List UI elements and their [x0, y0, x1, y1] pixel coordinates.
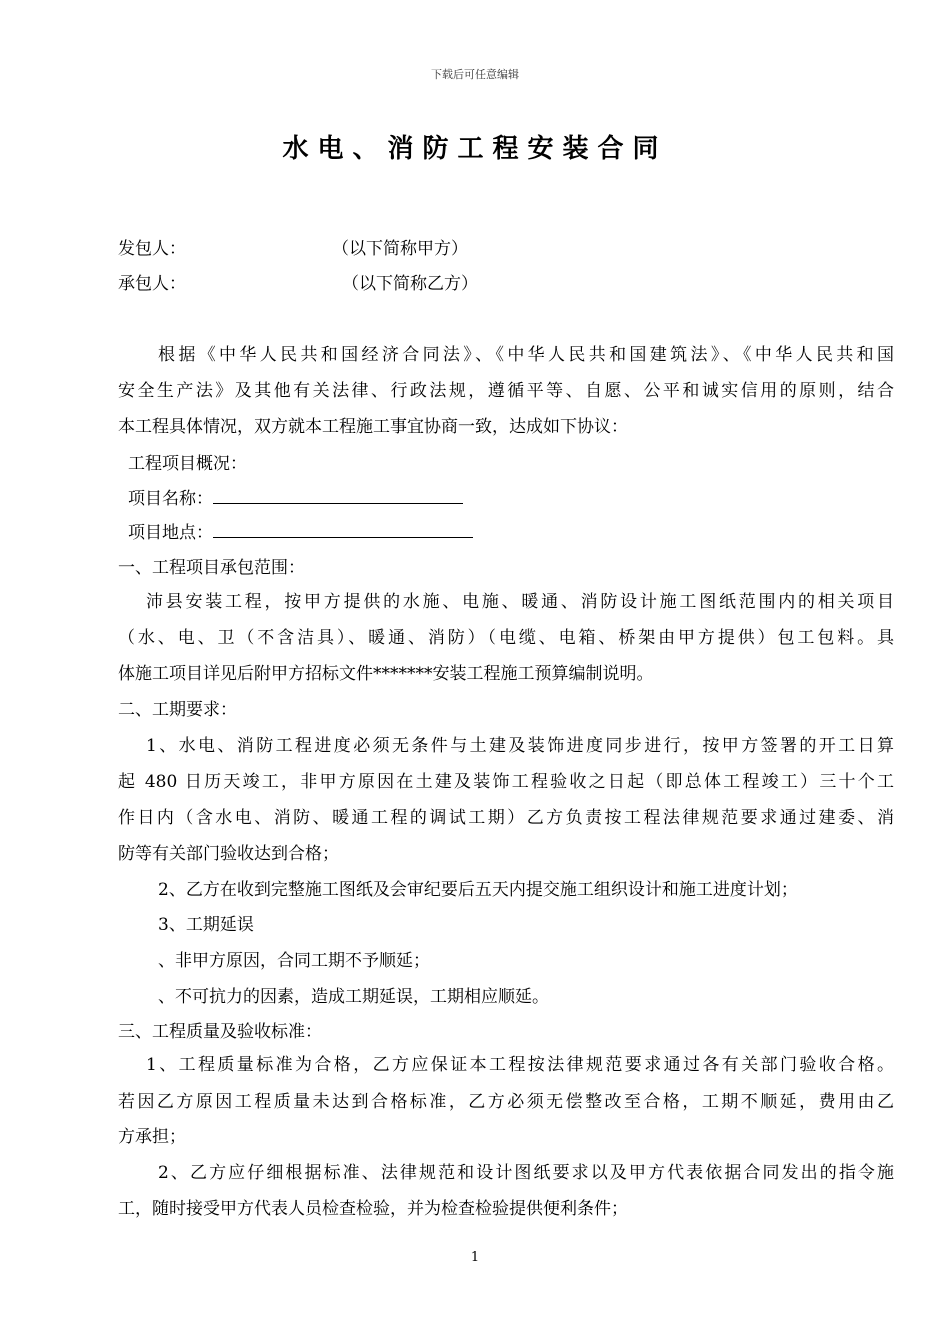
project-name-label: 项目名称：: [128, 489, 213, 509]
paragraph-line: 2、乙方在收到完整施工图纸及会审纪要后五天内提交施工组织设计和施工进度计划；: [158, 880, 798, 900]
paragraph-line: 防等有关部门验收达到合格；: [118, 844, 339, 864]
party-a-note: （以下简称甲方）: [332, 239, 468, 259]
paragraph-line: 、非甲方原因，合同工期不予顺延；: [158, 951, 430, 971]
section-heading: 一、工程项目承包范围：: [118, 558, 305, 578]
paragraph-line: 若因乙方原因工程质量未达到合格标准，乙方必须无偿整改至合格，工期不顺延，费用由乙: [118, 1092, 894, 1112]
paragraph-line: 作日内（含水电、消防、暖通工程的调试工期）乙方负责按工程法律规范要求通过建委、消: [118, 808, 894, 828]
paragraph-line: 1、工程质量标准为合格，乙方应保证本工程按法律规范要求通过各有关部门验收合格。: [146, 1055, 894, 1075]
paragraph-line: 体施工项目详见后附甲方招标文件*******安装工程施工预算编制说明。: [118, 664, 654, 684]
paragraph-line: 2、乙方应仔细根据标准、法律规范和设计图纸要求以及甲方代表依据合同发出的指令施: [158, 1163, 894, 1183]
project-name-blank: [213, 485, 463, 504]
party-b-note: （以下简称乙方）: [342, 274, 478, 294]
intro-line: 本工程具体情况，双方就本工程施工事宜协商一致，达成如下协议：: [118, 417, 628, 437]
party-b-line: [118, 269, 894, 294]
paragraph-line: （水、电、卫（不含洁具）、暖通、消防）（电缆、电箱、桥架由甲方提供）包工包料。具: [118, 628, 894, 648]
paragraph-line: 方承担；: [118, 1127, 186, 1147]
party-b-label: 承包人：: [118, 274, 186, 294]
project-location-line: [128, 518, 904, 543]
project-location-label: 项目地点：: [128, 523, 213, 543]
paragraph-line: 1、水电、消防工程进度必须无条件与土建及装饰进度同步进行，按甲方签署的开工日算: [146, 736, 894, 756]
party-a-line: [118, 234, 894, 259]
document-title: 水电、消防工程安装合同: [282, 134, 668, 164]
paragraph-line: 工，随时接受甲方代表人员检查检验，并为检查检验提供便利条件；: [118, 1199, 628, 1219]
paragraph-line: 3、工期延误: [158, 915, 254, 935]
intro-line: 安全生产法》及其他有关法律、行政法规，遵循平等、自愿、公平和诚实信用的原则，结合: [118, 381, 894, 401]
paragraph-line: 沛县安装工程，按甲方提供的水施、电施、暖通、消防设计施工图纸范围内的相关项目: [146, 592, 894, 612]
page-number: 1: [470, 1250, 480, 1265]
header-note: 下载后可任意编辑: [431, 68, 519, 81]
overview-heading: 工程项目概况：: [128, 454, 247, 474]
project-name-line: [128, 484, 904, 509]
intro-line: 根据《中华人民共和国经济合同法》、《中华人民共和国建筑法》、《中华人民共和国: [158, 345, 894, 365]
section-heading: 二、工期要求：: [118, 700, 237, 720]
project-location-blank: [213, 519, 473, 538]
paragraph-line: 起 480 日历天竣工，非甲方原因在土建及装饰工程验收之日起（即总体工程竣工）三十个工: [118, 772, 894, 792]
section-heading: 三、工程质量及验收标准：: [118, 1022, 322, 1042]
paragraph-line: 、不可抗力的因素，造成工期延误，工期相应顺延。: [158, 987, 549, 1007]
party-a-label: 发包人：: [118, 239, 186, 259]
